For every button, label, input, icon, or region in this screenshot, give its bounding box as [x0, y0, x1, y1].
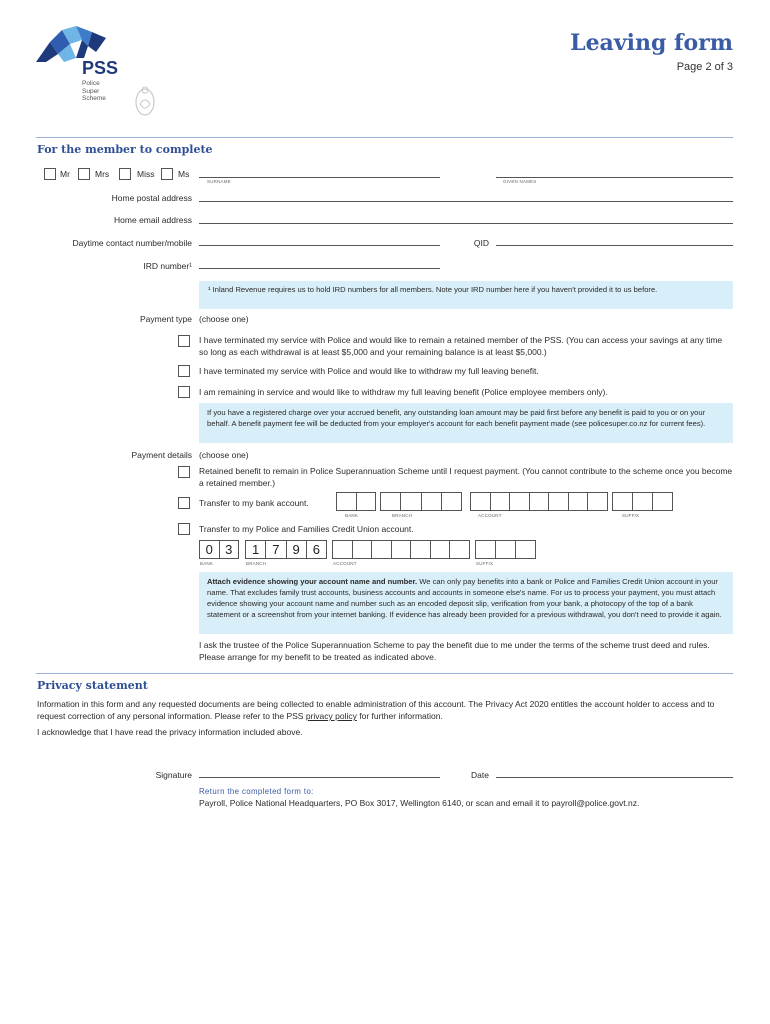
ird-field[interactable]: [199, 268, 440, 269]
title-mrs-label: Mrs: [95, 169, 110, 179]
email-address-field[interactable]: [199, 223, 733, 224]
postal-address-label: Home postal address: [111, 193, 192, 203]
email-address-label: Home email address: [114, 215, 192, 225]
evidence-note: [199, 572, 733, 634]
payment-details-label: Payment details: [131, 450, 192, 460]
cu-branch-digit: 9: [287, 541, 307, 558]
postal-address-field[interactable]: [199, 201, 733, 202]
member-section-heading: For the member to complete: [37, 143, 213, 156]
trustee-request: I ask the trustee of the Police Superannuation Scheme to pay the benefit due to me under the terms of the scheme trust deed and rules. Please arrange for my benefit to be treated as indicated above.: [199, 640, 710, 662]
payment-type-label: Payment type: [140, 314, 192, 324]
privacy-acknowledgement: I acknowledge that I have read the privacy information included above.: [37, 727, 303, 737]
page-number: Page 2 of 3: [676, 61, 733, 73]
retained-benefit-checkbox[interactable]: [178, 466, 190, 478]
title-mr-label: Mr: [60, 169, 70, 179]
return-heading: Return the completed form to:: [199, 787, 314, 796]
bank-transfer-checkbox[interactable]: [178, 497, 190, 509]
cu-bank-caption: BANK: [200, 561, 214, 566]
bank-transfer-option: Transfer to my bank account.: [199, 498, 309, 508]
date-label: Date: [471, 770, 489, 780]
phone-label: Daytime contact number/mobile: [72, 238, 192, 248]
cu-branch-code-boxes: [245, 540, 327, 559]
retained-member-checkbox[interactable]: [178, 335, 190, 347]
suffix-caption: SUFFIX: [622, 513, 640, 518]
full-withdraw-terminated-option: I have terminated my service with Police and would like to withdraw my full leaving benefit.: [199, 366, 539, 376]
ird-label: IRD number¹: [143, 261, 192, 271]
ird-note: ¹ Inland Revenue requires us to hold IRD numbers for all members. Note your IRD number here if you haven't provided it to us before.: [199, 281, 733, 309]
date-field[interactable]: [496, 777, 733, 778]
cu-bank-digit: 3: [225, 542, 233, 557]
privacy-text: [37, 698, 733, 722]
signature-field[interactable]: [199, 777, 440, 778]
cu-account-number-boxes[interactable]: [332, 540, 470, 559]
qid-label: QID: [473, 238, 489, 248]
cu-branch-caption: BRANCH: [246, 561, 267, 566]
title-miss-checkbox[interactable]: [119, 168, 131, 180]
title-mrs-checkbox[interactable]: [78, 168, 90, 180]
registered-charge-note: If you have a registered charge over your accrued benefit, any outstanding loan amount may be paid first before any benefit is paid to you or on your behalf. A benefit payment fee will be deducted from your employer's account for each benefit payment made (see policesuper.co.nz for current fees).: [199, 403, 733, 443]
form-title: Leaving form: [570, 30, 733, 56]
account-caption: ACCOUNT: [478, 513, 502, 518]
payment-details-choose: (choose one): [199, 450, 249, 460]
evidence-note-bold: Attach evidence showing your account name and number.: [207, 577, 418, 586]
privacy-text-start: Information in this form and any requested documents are being collected to enable administration of this account. The Privacy Act 2020 entitles the account holder to access and to request correction of any personal information. Please refer to the PSS: [37, 699, 715, 721]
cu-bank-digit: 0: [200, 541, 220, 558]
qid-field[interactable]: [496, 245, 733, 246]
payment-type-choose: (choose one): [199, 314, 249, 324]
surname-field[interactable]: [199, 177, 440, 178]
privacy-heading: Privacy statement: [37, 679, 148, 692]
full-withdraw-in-service-checkbox[interactable]: [178, 386, 190, 398]
logo-sub-line: Scheme: [82, 95, 106, 102]
given-names-field[interactable]: [496, 177, 733, 178]
suffix-boxes[interactable]: [612, 492, 673, 511]
cu-branch-digit: 7: [266, 541, 286, 558]
account-number-boxes[interactable]: [470, 492, 608, 511]
privacy-text-end: for further information.: [356, 711, 443, 721]
full-withdraw-in-service-option: I am remaining in service and would like to withdraw my full leaving benefit (Police employee members only).: [199, 387, 608, 397]
section-divider: [36, 673, 733, 674]
cu-suffix-caption: SUFFIX: [476, 561, 494, 566]
title-ms-label: Ms: [178, 169, 190, 179]
logo-text: PSS: [82, 58, 119, 78]
branch-code-boxes[interactable]: [380, 492, 462, 511]
bank-caption: BANK: [345, 513, 359, 518]
credit-union-option: Transfer to my Police and Families Credit Union account.: [199, 524, 414, 534]
evidence-note-text: We can only pay benefits into a bank or Police and Families Credit Union account in your name. That excludes family trust accounts, business accounts and accounts in someone else's name. For us to process your payment, you must attach evidence showing your account name and number such as an encoded deposit slip, verification from your bank, a photocopy of the top of a bank statement or a screenshot from your internet banking. If evidence has already been provided for a previous withdrawal, you don't need to provide it again.: [207, 577, 722, 619]
signature-label: Signature: [155, 770, 192, 780]
surname-caption: SURNAME: [207, 179, 231, 184]
given-names-caption: GIVEN NAMES: [503, 179, 537, 184]
logo-sub-line: Police: [82, 80, 100, 87]
retained-member-option: I have terminated my service with Police and would like to remain a retained member of the PSS. (You can access your savings at any time so long as each withdrawal is at least $5,000 and your remaining balance is at least $5,000.): [199, 335, 723, 357]
phone-field[interactable]: [199, 245, 440, 246]
section-divider: [36, 137, 733, 138]
logo-sub-line: Super: [82, 87, 100, 95]
title-miss-label: Miss: [137, 169, 155, 179]
cu-account-caption: ACCOUNT: [333, 561, 357, 566]
credit-union-checkbox[interactable]: [178, 523, 190, 535]
retained-benefit-option: Retained benefit to remain in Police Superannuation Scheme until I request payment. (You cannot contribute to the scheme once you become a retained member.): [199, 466, 733, 488]
full-withdraw-terminated-checkbox[interactable]: [178, 365, 190, 377]
privacy-policy-link[interactable]: privacy policy: [305, 711, 357, 721]
return-address: Payroll, Police National Headquarters, PO Box 3017, Wellington 6140, or scan and email it to payroll@police.govt.nz.: [199, 798, 640, 808]
cu-bank-code-boxes: [199, 540, 239, 559]
title-ms-checkbox[interactable]: [161, 168, 173, 180]
title-mr-checkbox[interactable]: [44, 168, 56, 180]
cu-branch-digit: 1: [246, 541, 266, 558]
bank-code-boxes[interactable]: [336, 492, 376, 511]
pss-logo: [36, 24, 166, 124]
police-crest-icon: [134, 84, 156, 118]
cu-branch-digit: 6: [312, 542, 320, 557]
branch-caption: BRANCH: [392, 513, 413, 518]
cu-suffix-boxes[interactable]: [475, 540, 536, 559]
